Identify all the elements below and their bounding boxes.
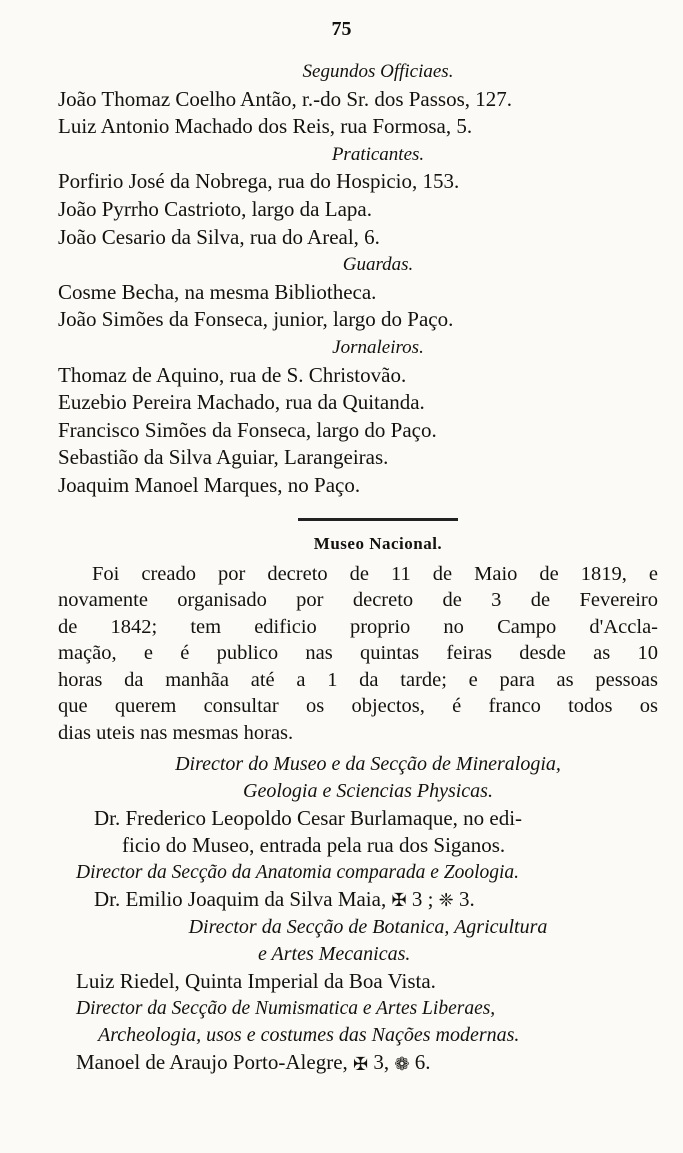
list-item: Euzebio Pereira Machado, rua da Quitanda. xyxy=(58,390,425,415)
paragraph-line: horas da manhãa até a 1 da tarde; e para as pessoas xyxy=(58,668,658,691)
page-number: 75 xyxy=(331,18,352,40)
section-heading: Segundos Officiaes. xyxy=(302,61,454,82)
section-guardas xyxy=(58,251,658,334)
paragraph-line: novamente organisado por decreto de 3 de Fevereiro xyxy=(58,589,658,612)
director-heading-mineralogia: Director do Museo e da Secção de Mineralogia, xyxy=(175,752,561,775)
honor-value: 3 ; xyxy=(411,886,434,911)
museum-title: Museo Nacional. xyxy=(313,533,443,553)
paragraph-line: mação, e é publico nas quintas feiras desde as 10 xyxy=(58,642,658,665)
section-heading: Praticantes. xyxy=(331,143,425,165)
museum-paragraph xyxy=(58,561,658,747)
list-item: Cosme Becha, na mesma Bibliotheca. xyxy=(58,279,377,304)
director-heading-numismatica: Director da Secção de Numismatica e Artes Liberaes, xyxy=(76,998,496,1020)
honor-value: 3, xyxy=(373,1050,390,1075)
paragraph-line: dias uteis nas mesmas horas. xyxy=(58,722,294,745)
director-entry: Dr. Frederico Leopoldo Cesar Burlamaque, no edi- xyxy=(94,805,523,830)
section-praticantes xyxy=(58,141,658,251)
list-item: Sebastião da Silva Aguiar, Larangeiras. xyxy=(58,445,389,470)
rose-emblem-icon: ❁ xyxy=(394,1054,410,1075)
director-heading-botanica-cont: e Artes Mecanicas. xyxy=(258,943,411,966)
director-heading-mineralogia-cont: Geologia e Sciencias Physicas. xyxy=(243,779,493,802)
honor-value: 3. xyxy=(459,886,475,911)
list-item: Porfirio José da Nobrega, rua do Hospicio, 153. xyxy=(58,169,460,194)
text-column xyxy=(58,58,658,1078)
list-item: Thomaz de Aquino, rua de S. Christovão. xyxy=(58,362,407,387)
section-jornaleiros xyxy=(58,334,658,500)
list-item: João Thomaz Coelho Antão, r.-do Sr. dos Passos, 127. xyxy=(58,86,513,111)
list-item: Francisco Simões da Fonseca, largo do Paço. xyxy=(58,417,437,442)
director-entry: Luiz Riedel, Quinta Imperial da Boa Vista. xyxy=(76,969,436,994)
director-entry xyxy=(58,886,658,915)
list-item: Luiz Antonio Machado dos Reis, rua Formosa, 5. xyxy=(58,114,473,139)
divider-rule xyxy=(298,518,458,521)
honor-value: 6. xyxy=(414,1050,431,1075)
paragraph-line: de 1842; tem edificio proprio no Campo d'Accla- xyxy=(58,615,658,638)
list-item: João Cesario da Silva, rua do Areal, 6. xyxy=(58,224,380,249)
director-entry-cont: ficio do Museo, entrada pela rua dos Siganos. xyxy=(122,832,506,857)
section-heading: Guardas. xyxy=(342,254,414,276)
section-segundos-officiaes xyxy=(58,58,658,141)
director-heading-botanica: Director da Secção de Botanica, Agricultura xyxy=(188,916,548,939)
list-item: Joaquim Manoel Marques, no Paço. xyxy=(58,472,361,497)
paragraph-line: Foi creado por decreto de 11 de Maio de 1819, e xyxy=(92,562,658,585)
cross-of-christ-icon: ✠ xyxy=(391,890,407,911)
order-star-icon: ❈ xyxy=(438,890,454,911)
director-heading-zoologia: Director da Secção da Anatomia comparada e Zoologia. xyxy=(76,861,520,883)
cross-of-christ-icon: ✠ xyxy=(353,1054,369,1075)
list-item: João Simões da Fonseca, junior, largo do Paço. xyxy=(58,307,454,332)
director-entry xyxy=(58,1049,658,1078)
section-heading: Jornaleiros. xyxy=(332,336,424,358)
paragraph-line: que querem consultar os objectos, é franco todos os xyxy=(58,695,658,718)
director-name: Manoel de Araujo Porto-Alegre, xyxy=(76,1050,348,1075)
director-heading-numismatica-cont: Archeologia, usos e costumes das Nações modernas. xyxy=(98,1024,520,1047)
list-item: João Pyrrho Castrioto, largo da Lapa. xyxy=(58,196,372,221)
director-name: Dr. Emilio Joaquim da Silva Maia, xyxy=(94,886,387,911)
